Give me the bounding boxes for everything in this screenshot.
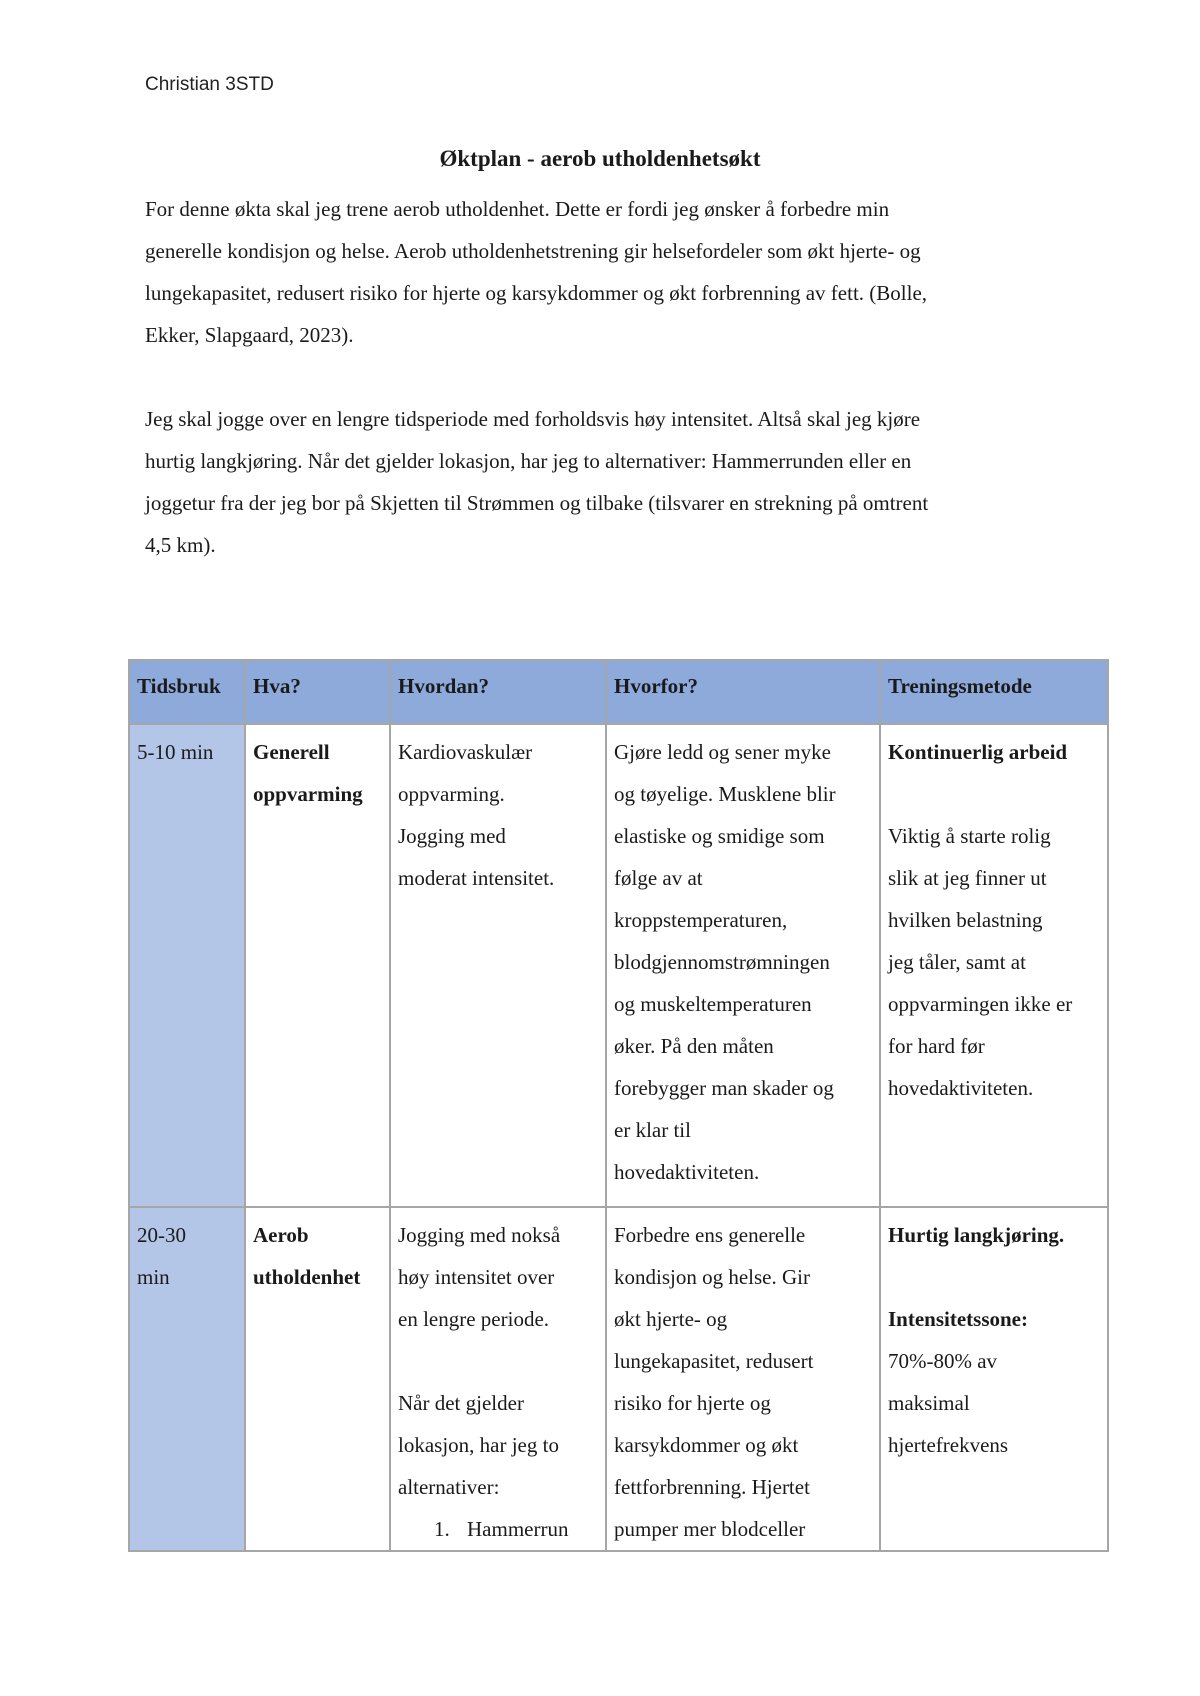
cell-text: Forbedre ens generelle: [614, 1223, 806, 1247]
cell-why: [606, 1207, 880, 1551]
cell-text: og muskeltemperaturen: [614, 992, 812, 1016]
cell-text: risiko for hjerte og: [614, 1391, 771, 1415]
list-number: 1.: [434, 1517, 450, 1541]
list-text: Hammerrun: [467, 1517, 569, 1541]
cell-text: min: [137, 1265, 170, 1289]
cell-text: en lengre periode.: [398, 1307, 550, 1331]
cell-text: lokasjon, har jeg to: [398, 1433, 559, 1457]
cell-how: [390, 1207, 606, 1551]
cell-text: Jogging med nokså: [398, 1223, 561, 1247]
cell-text: Gjøre ledd og sener myke: [614, 740, 831, 764]
table-row: [129, 724, 1108, 1207]
cell-text: hovedaktiviteten.: [888, 1076, 1034, 1100]
cell-text: jeg tåler, samt at: [888, 950, 1026, 974]
cell-text: oppvarmingen ikke er: [888, 992, 1073, 1016]
cell-text: lungekapasitet, redusert: [614, 1349, 814, 1373]
cell-text: 20-30: [137, 1223, 186, 1247]
plan-paragraph: [145, 398, 1065, 566]
cell-text: Generell: [253, 740, 330, 764]
cell-text: Viktig å starte rolig: [888, 824, 1051, 848]
cell-method: [880, 1207, 1108, 1551]
cell-what: [245, 1207, 390, 1551]
text-line: lungekapasitet, redusert risiko for hjerte og karsykdommer og økt forbrenning av fett. (Bolle,: [145, 281, 928, 305]
cell-method: [880, 724, 1108, 1207]
cell-text: Kardiovaskulær: [398, 740, 533, 764]
text-line: 4,5 km).: [145, 533, 216, 557]
header-method: Treningsmetode: [880, 660, 1108, 724]
text-line: hurtig langkjøring. Når det gjelder lokasjon, har jeg to alternativer: Hammerrunden eller en: [145, 449, 912, 473]
cell-text: slik at jeg finner ut: [888, 866, 1047, 890]
cell-text: er klar til: [614, 1118, 691, 1142]
method-title: Hurtig langkjøring.: [888, 1223, 1065, 1247]
cell-text: kondisjon og helse. Gir: [614, 1265, 810, 1289]
text-line: generelle kondisjon og helse. Aerob utholdenhetstrening gir helsefordeler som økt hjerte- og: [145, 239, 921, 263]
table-row: [129, 1207, 1108, 1551]
text-line: Jeg skal jogge over en lengre tidsperiode med forholdsvis høy intensitet. Altså skal jeg kjøre: [145, 407, 921, 431]
cell-text: hjertefrekvens: [888, 1433, 1009, 1457]
cell-text: elastiske og smidige som: [614, 824, 825, 848]
cell-text: høy intensitet over: [398, 1265, 555, 1289]
text-line: For denne økta skal jeg trene aerob utholdenhet. Dette er fordi jeg ønsker å forbedre min: [145, 197, 890, 221]
cell-text: Aerob: [253, 1223, 309, 1247]
cell-text: maksimal: [888, 1391, 970, 1415]
header-why: Hvorfor?: [606, 660, 880, 724]
cell-text: forebygger man skader og: [614, 1076, 834, 1100]
cell-text: kroppstemperaturen,: [614, 908, 788, 932]
list-item: [398, 1508, 598, 1550]
header-how: Hvordan?: [390, 660, 606, 724]
cell-text: 5-10 min: [137, 740, 214, 764]
cell-text: blodgjennomstrømningen: [614, 950, 830, 974]
page-header-author: Christian 3STD: [145, 74, 274, 95]
cell-text: karsykdommer og økt: [614, 1433, 799, 1457]
cell-text: hvilken belastning: [888, 908, 1043, 932]
cell-time: [129, 1207, 245, 1551]
cell-text: Jogging med: [398, 824, 506, 848]
cell-text: hovedaktiviteten.: [614, 1160, 760, 1184]
cell-text: og tøyelige. Musklene blir: [614, 782, 836, 806]
cell-text: for hard før: [888, 1034, 985, 1058]
session-plan-table: [128, 659, 1109, 1552]
cell-why: [606, 724, 880, 1207]
cell-what: [245, 724, 390, 1207]
method-label: Intensitetssone:: [888, 1307, 1028, 1331]
table-header-row: [129, 660, 1108, 724]
header-what: Hva?: [245, 660, 390, 724]
cell-text: oppvarming: [253, 782, 363, 806]
cell-how: [390, 724, 606, 1207]
cell-text: pumper mer blodceller: [614, 1517, 806, 1541]
text-line: Ekker, Slapgaard, 2023).: [145, 323, 354, 347]
cell-time: [129, 724, 245, 1207]
method-title: Kontinuerlig arbeid: [888, 740, 1068, 764]
cell-text: alternativer:: [398, 1475, 500, 1499]
cell-text: oppvarming.: [398, 782, 505, 806]
cell-text: øker. På den måten: [614, 1034, 774, 1058]
intro-paragraph: [145, 188, 1065, 356]
cell-text: fettforbrenning. Hjertet: [614, 1475, 810, 1499]
cell-text: 70%-80% av: [888, 1349, 998, 1373]
text-line: joggetur fra der jeg bor på Skjetten til Strømmen og tilbake (tilsvarer en strekning på omtrent: [145, 491, 929, 515]
cell-text: moderat intensitet.: [398, 866, 555, 890]
cell-text: Når det gjelder: [398, 1391, 524, 1415]
header-time: Tidsbruk: [129, 660, 245, 724]
cell-text: følge av at: [614, 866, 703, 890]
cell-text: utholdenhet: [253, 1265, 361, 1289]
document-title: Øktplan - aerob utholdenhetsøkt: [439, 146, 761, 171]
cell-text: økt hjerte- og: [614, 1307, 728, 1331]
